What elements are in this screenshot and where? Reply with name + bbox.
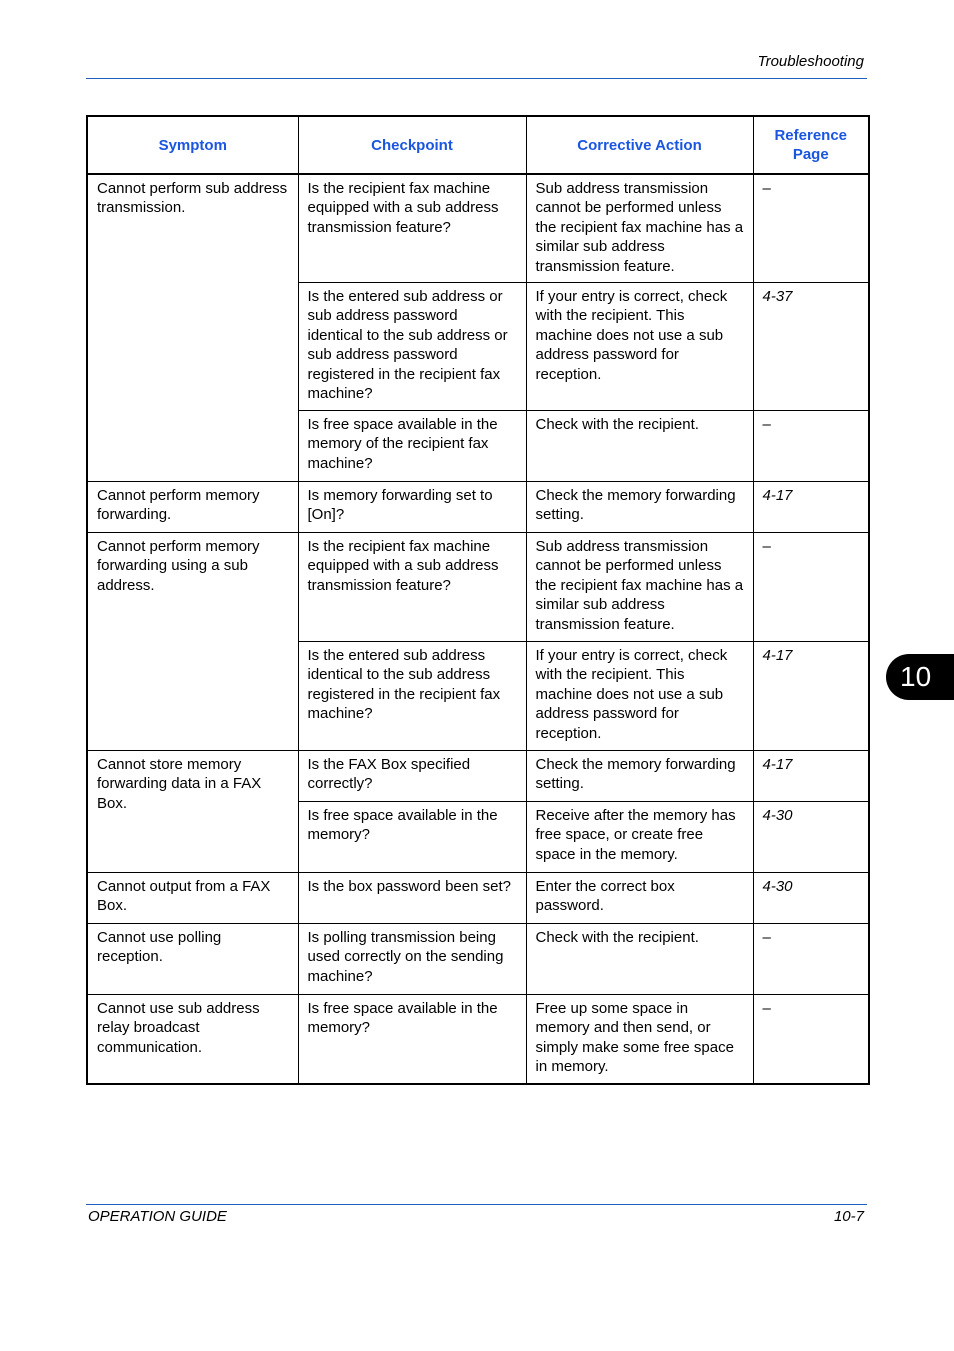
troubleshooting-table	[86, 115, 870, 1085]
checkpoint-cell: Is free space available in the memory of the recipient fax machine?	[298, 411, 526, 482]
checkpoint-cell: Is the FAX Box specified correctly?	[298, 751, 526, 802]
table-header-row	[87, 116, 869, 174]
symptom-cell: Cannot perform sub address transmission.	[87, 174, 298, 482]
column-header-reference-page: Reference Page	[753, 116, 869, 174]
corrective-action-cell: Check the memory forwarding setting.	[526, 751, 753, 802]
reference-page-cell: 4-17	[753, 482, 869, 533]
table-row	[87, 873, 869, 924]
corrective-action-cell: Check with the recipient.	[526, 924, 753, 995]
table-row	[87, 995, 869, 1084]
table-row	[87, 533, 869, 642]
checkpoint-cell: Is the recipient fax machine equipped with a sub address transmission feature?	[298, 533, 526, 642]
symptom-cell: Cannot output from a FAX Box.	[87, 873, 298, 924]
table-row	[87, 174, 869, 283]
reference-page-cell: 4-17	[753, 751, 869, 802]
checkpoint-cell: Is memory forwarding set to [On]?	[298, 482, 526, 533]
checkpoint-cell: Is the recipient fax machine equipped with a sub address transmission feature?	[298, 174, 526, 283]
reference-page-cell: –	[753, 411, 869, 482]
reference-page-cell: –	[753, 924, 869, 995]
checkpoint-cell: Is free space available in the memory?	[298, 802, 526, 873]
header-divider	[86, 78, 867, 79]
reference-page-cell: 4-30	[753, 802, 869, 873]
checkpoint-cell: Is the entered sub address identical to the sub address registered in the recipient fax machine?	[298, 642, 526, 751]
footer-divider	[86, 1204, 867, 1205]
corrective-action-cell: If your entry is correct, check with the recipient. This machine does not use a sub address password for reception.	[526, 283, 753, 411]
reference-page-cell: –	[753, 174, 869, 283]
reference-page-cell: 4-37	[753, 283, 869, 411]
table-row	[87, 482, 869, 533]
chapter-tab: 10	[886, 654, 954, 700]
column-header-corrective-action: Corrective Action	[526, 116, 753, 174]
checkpoint-cell: Is free space available in the memory?	[298, 995, 526, 1084]
corrective-action-cell: Enter the correct box password.	[526, 873, 753, 924]
column-header-symptom: Symptom	[87, 116, 298, 174]
footer-guide-name: OPERATION GUIDE	[88, 1208, 227, 1225]
corrective-action-cell: Sub address transmission cannot be performed unless the recipient fax machine has a similar sub address transmission feature.	[526, 174, 753, 283]
table-row	[87, 751, 869, 802]
checkpoint-cell: Is the box password been set?	[298, 873, 526, 924]
table-row	[87, 924, 869, 995]
symptom-cell: Cannot perform memory forwarding using a sub address.	[87, 533, 298, 751]
corrective-action-cell: Receive after the memory has free space, or create free space in the memory.	[526, 802, 753, 873]
corrective-action-cell: Check the memory forwarding setting.	[526, 482, 753, 533]
corrective-action-cell: If your entry is correct, check with the recipient. This machine does not use a sub address password for reception.	[526, 642, 753, 751]
symptom-cell: Cannot perform memory forwarding.	[87, 482, 298, 533]
corrective-action-cell: Free up some space in memory and then send, or simply make some free space in memory.	[526, 995, 753, 1084]
corrective-action-cell: Sub address transmission cannot be performed unless the recipient fax machine has a similar sub address transmission feature.	[526, 533, 753, 642]
section-title: Troubleshooting	[757, 53, 864, 70]
symptom-cell: Cannot store memory forwarding data in a FAX Box.	[87, 751, 298, 873]
reference-page-cell: –	[753, 533, 869, 642]
column-header-checkpoint: Checkpoint	[298, 116, 526, 174]
footer-page-number: 10-7	[833, 1208, 864, 1225]
symptom-cell: Cannot use polling reception.	[87, 924, 298, 995]
corrective-action-cell: Check with the recipient.	[526, 411, 753, 482]
reference-page-cell: 4-30	[753, 873, 869, 924]
table-body	[87, 174, 869, 1084]
checkpoint-cell: Is polling transmission being used correctly on the sending machine?	[298, 924, 526, 995]
reference-page-cell: –	[753, 995, 869, 1084]
reference-page-cell: 4-17	[753, 642, 869, 751]
checkpoint-cell: Is the entered sub address or sub address password identical to the sub address or sub address password registered in the recipient fax machine?	[298, 283, 526, 411]
symptom-cell: Cannot use sub address relay broadcast communication.	[87, 995, 298, 1084]
